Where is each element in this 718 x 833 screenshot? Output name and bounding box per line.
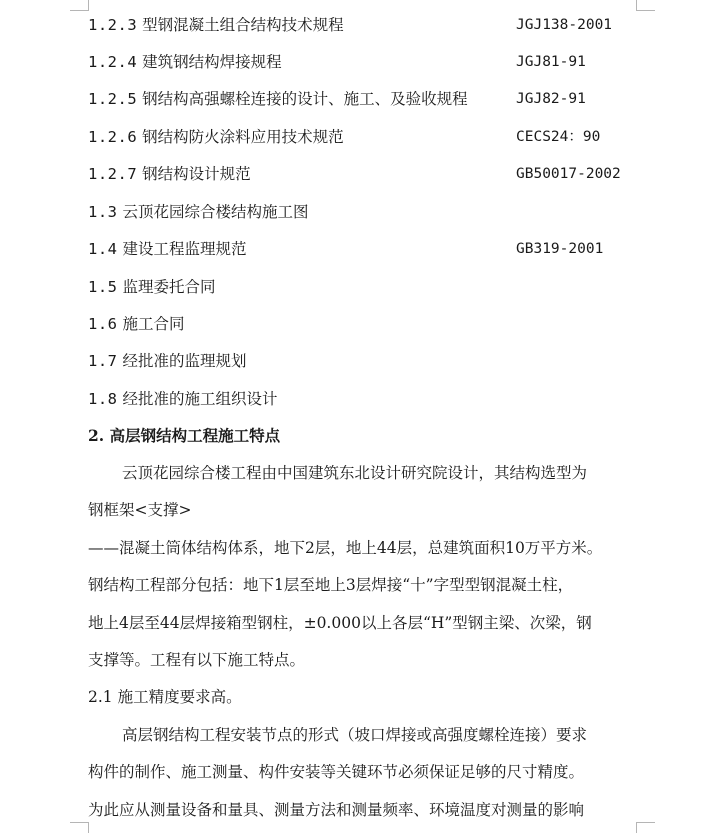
paragraph-line: 钢框架<支撑>	[88, 501, 192, 519]
paragraph-line: 地上4层至44层焊接箱型钢柱，±0.000以上各层“H”型钢主梁、次梁，钢	[88, 614, 592, 632]
reference-item	[88, 163, 251, 185]
page-corner-mark	[70, 822, 89, 833]
reference-item	[88, 201, 308, 223]
reference-item	[88, 276, 215, 298]
paragraph-line: 钢结构工程部分包括：地下1层至地上3层焊接“十”字型型钢混凝土柱，	[88, 576, 574, 594]
paragraph-line: 高层钢结构工程安装节点的形式（坡口焊接或高强度螺栓连接）要求	[122, 726, 588, 744]
paragraph-line: 云顶花园综合楼工程由中国建筑东北设计研究院设计，其结构选型为	[122, 464, 588, 482]
section-heading: 2. 高层钢结构工程施工特点	[88, 426, 281, 445]
reference-code: CECS24：90	[516, 129, 601, 145]
reference-title: 钢结构设计规范	[142, 165, 251, 183]
reference-number: 1.2.3	[88, 16, 138, 34]
reference-title: 经批准的监理规划	[122, 352, 247, 370]
reference-item	[88, 51, 282, 73]
reference-item	[88, 14, 344, 36]
reference-number: 1.5	[88, 278, 118, 296]
reference-item	[88, 350, 246, 372]
reference-title: 钢结构防火涂料应用技术规范	[142, 128, 344, 146]
reference-title: 建设工程监理规范	[122, 240, 247, 258]
reference-number: 1.3	[88, 203, 118, 221]
paragraph-line: 支撑等。工程有以下施工特点。	[88, 651, 306, 669]
reference-code: JGJ138-2001	[516, 17, 613, 33]
reference-item	[88, 238, 246, 260]
reference-code: JGJ81-91	[516, 54, 586, 70]
reference-number: 1.2.5	[88, 90, 138, 108]
reference-title: 监理委托合同	[122, 278, 216, 296]
reference-title: 经批准的施工组织设计	[122, 390, 278, 408]
reference-number: 1.2.4	[88, 53, 138, 71]
paragraph-line: 构件的制作、施工测量、构件安装等关键环节必须保证足够的尺寸精度。	[88, 763, 585, 781]
reference-number: 1.6	[88, 315, 118, 333]
reference-item	[88, 126, 344, 148]
reference-number: 1.4	[88, 240, 118, 258]
subsection-heading: 2.1 施工精度要求高。	[88, 688, 242, 706]
reference-code: GB50017-2002	[516, 166, 621, 182]
reference-title: 型钢混凝土组合结构技术规程	[142, 16, 344, 34]
reference-code: GB319-2001	[516, 241, 604, 257]
page-corner-mark	[636, 822, 655, 833]
reference-title: 钢结构高强螺栓连接的设计、施工、及验收规程	[142, 90, 468, 108]
reference-code: JGJ82-91	[516, 91, 586, 107]
reference-number: 1.2.7	[88, 165, 138, 183]
paragraph-line: 为此应从测量设备和量具、测量方法和测量频率、环境温度对测量的影响	[88, 801, 585, 819]
reference-title: 云顶花园综合楼结构施工图	[122, 203, 309, 221]
page-corner-mark	[636, 0, 655, 11]
reference-number: 1.7	[88, 352, 118, 370]
reference-number: 1.8	[88, 390, 118, 408]
reference-item	[88, 88, 468, 110]
reference-title: 施工合同	[122, 315, 185, 333]
paragraph-line: ——混凝土筒体结构体系，地下2层，地上44层，总建筑面积10万平方米。	[88, 539, 603, 557]
reference-title: 建筑钢结构焊接规程	[142, 53, 282, 71]
reference-item	[88, 388, 277, 410]
page-corner-mark	[70, 0, 89, 11]
reference-item	[88, 313, 184, 335]
reference-number: 1.2.6	[88, 128, 138, 146]
